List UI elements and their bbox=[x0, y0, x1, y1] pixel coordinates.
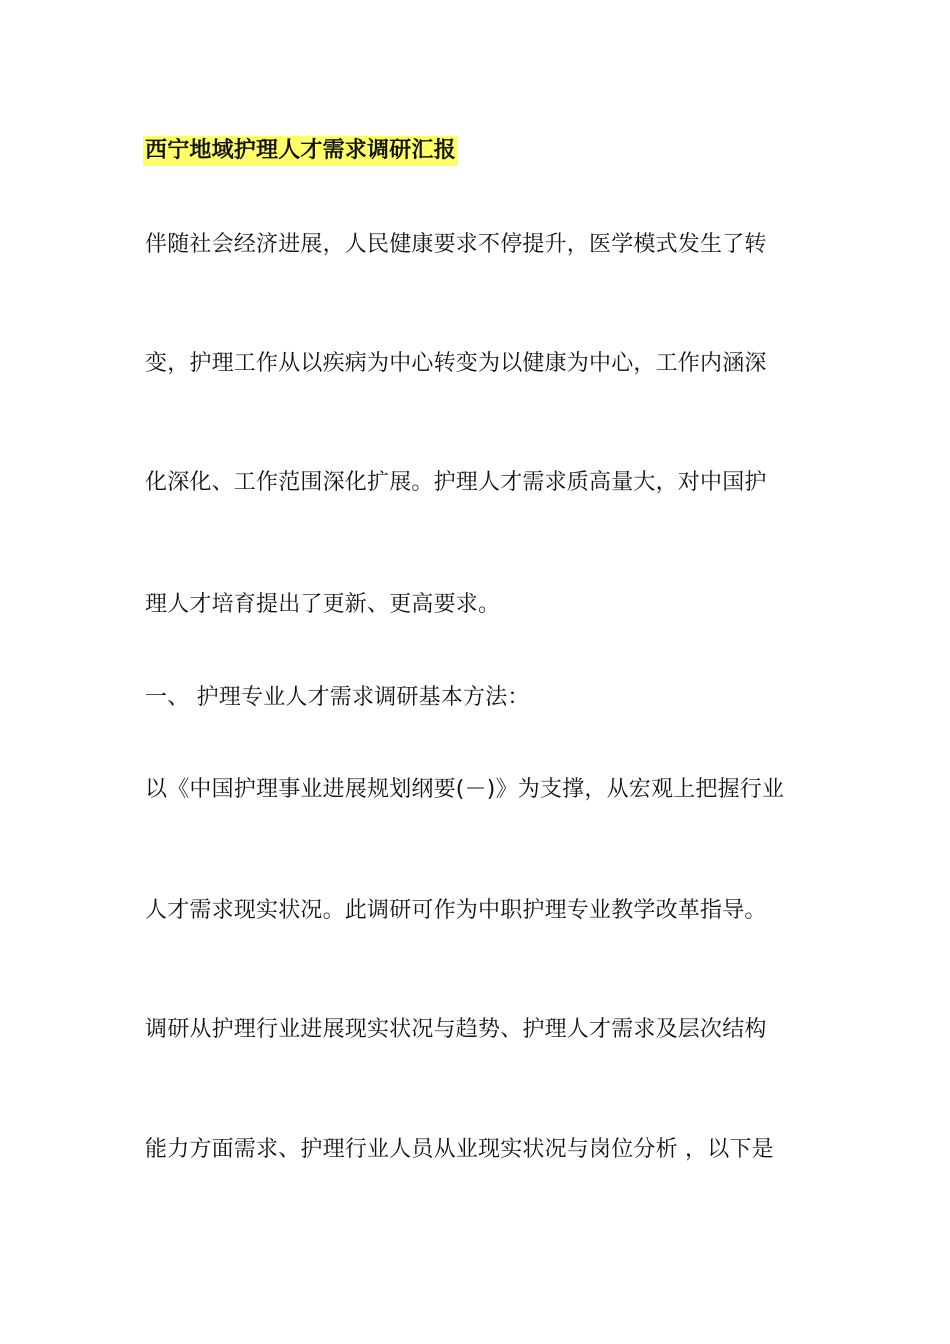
paragraph-line-4: 理人才培育提出了更新、更高要求。 bbox=[145, 592, 501, 617]
paragraph-line-6: 以《中国护理事业进展规划纲要(－)》为支撑，从宏观上把握行业 bbox=[145, 777, 785, 802]
paragraph-line-7: 人才需求现实状况。此调研可作为中职护理专业教学改革指导。 bbox=[145, 898, 767, 923]
paragraph-line-3: 化深化、工作范围深化扩展。护理人才需求质高量大，对中国护 bbox=[145, 470, 767, 495]
paragraph-line-8: 调研从护理行业进展现实状况与趋势、护理人才需求及层次结构 bbox=[145, 1017, 767, 1042]
paragraph-line-2: 变，护理工作从以疾病为中心转变为以健康为中心，工作内涵深 bbox=[145, 351, 767, 376]
paragraph-line-9: 能力方面需求、护理行业人员从业现实状况与岗位分析 ，以下是 bbox=[145, 1137, 774, 1162]
paragraph-line-1: 伴随社会经济进展，人民健康要求不停提升，医学模式发生了转 bbox=[145, 232, 767, 257]
section-heading: 一、 护理专业人才需求调研基本方法： bbox=[145, 685, 530, 710]
document-title: 西宁地域护理人才需求调研汇报 bbox=[143, 136, 458, 166]
